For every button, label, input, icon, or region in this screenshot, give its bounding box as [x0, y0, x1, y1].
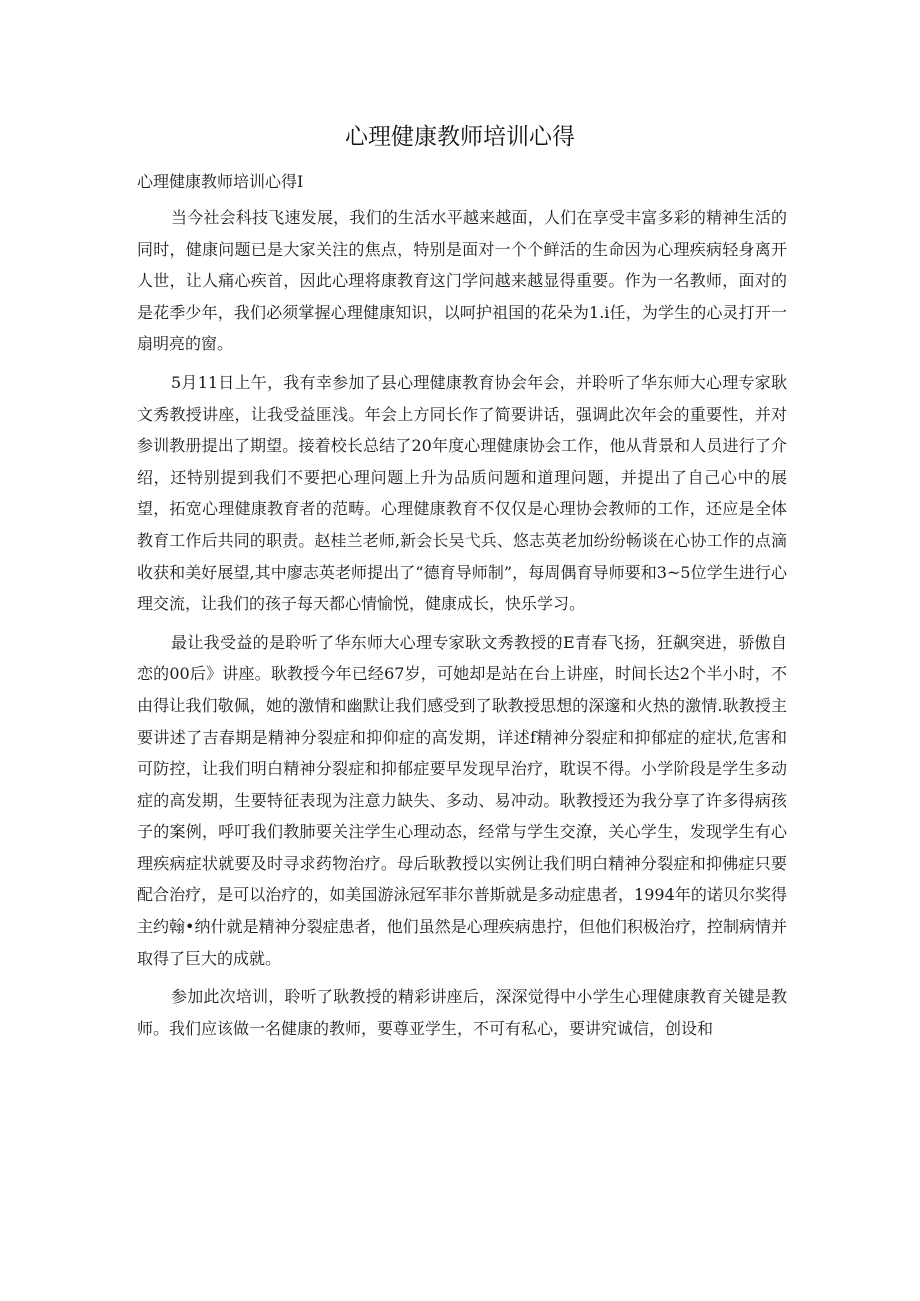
- paragraph-1: 当今社会科技飞速发展，我们的生活水平越来越面，人们在享受丰富多彩的精神生活的同时，健康问题已是大家关注的焦点，特别是面对一个个鲜活的生命因为心理疾病轻身离开人世，让人痛心疾首，因此心理将康教育这门学问越来越显得重要。作为一名教师，面对的是花季少年，我们必须掌握心理健康知识，以呵护祖国的花朵为1.i任，为学生的心灵打开一扇明亮的窗。: [137, 208, 787, 354]
- document-subtitle: 心理健康教师培训心得I: [137, 172, 304, 191]
- paragraph-4: 参加此次培训，聆听了耿教授的精彩讲座后，深深觉得中小学生心理健康教育关键是教师。我们应该做一名健康的教师，要尊亚学生，不可有私心，要讲究诚信，创设和: [137, 987, 787, 1038]
- document-body: [137, 202, 787, 1051]
- paragraph-3: 最让我受益的是聆听了华东师大心理专家耿文秀教授的E青春飞扬，狂飙突进，骄傲自恋的00后》讲座。耿教授今年已经67岁，可她却是站在台上讲座，时间长达2个半小时，不由得让我们敬佩，她的激情和幽默让我们感受到了耿教授思想的深邃和火热的激情.耿教授主要讲述了吉春期是精神分裂症和抑仰症的高发期，详述f精神分裂症和抑郁症的症状,危害和可防控，让我们明白精神分裂症和抑郁症要早发现早治疗，耽误不得。小学阶段是学生多动症的高发期，生要特征表现为注意力缺失、多动、易冲动。耿教授还为我分享了许多得病孩子的案例，呼叮我们教肺要关注学生心理动态，经常与学生交潦，关心学生，发现学生有心理疾病症状就要及时寻求药物治疗。母后耿教授以实例让我们明白精神分裂症和抑佛症只要配合治疗，是可以治疗的，如美国游泳冠军菲尔普斯就是多动症患者，1994年的诺贝尔奖得主约翰•纳什就是精神分裂症患者，他们虽然是心理疾病患拧，但他们积极治疗，控制病情并取得了巨大的成就。: [137, 632, 787, 968]
- document-title: 心理健康教师培训心得: [345, 124, 575, 150]
- paragraph-2: 5月11日上午，我有幸参加了县心理健康教育协会年会，并聆听了华东师大心理专家耿文秀教授讲座，让我受益匪浅。年会上方同长作了简要讲话，强调此次年会的重要性，并对参训教册提出了期望。接着校长总结了20年度心理健康协会工作，他从背景和人员进行了介绍，还特别提到我们不要把心理问题上升为品质问题和道理问题，并提出了自己心中的展望，拓宽心理健康教育者的范畴。心理健康教育不仅仅是心理协会教师的工作，还应是全体教育工作后共同的职责。赵桂兰老师,新会长吴弋兵、悠志英老加纷纷畅谈在心协工作的点滴收获和美好展望,其中廖志英老师提出了“德育导师制”，每周偶育导师要和3~5位学生进行心理交流，让我们的孩子每天都心情愉悦，健康成长，快乐学习。: [137, 372, 787, 614]
